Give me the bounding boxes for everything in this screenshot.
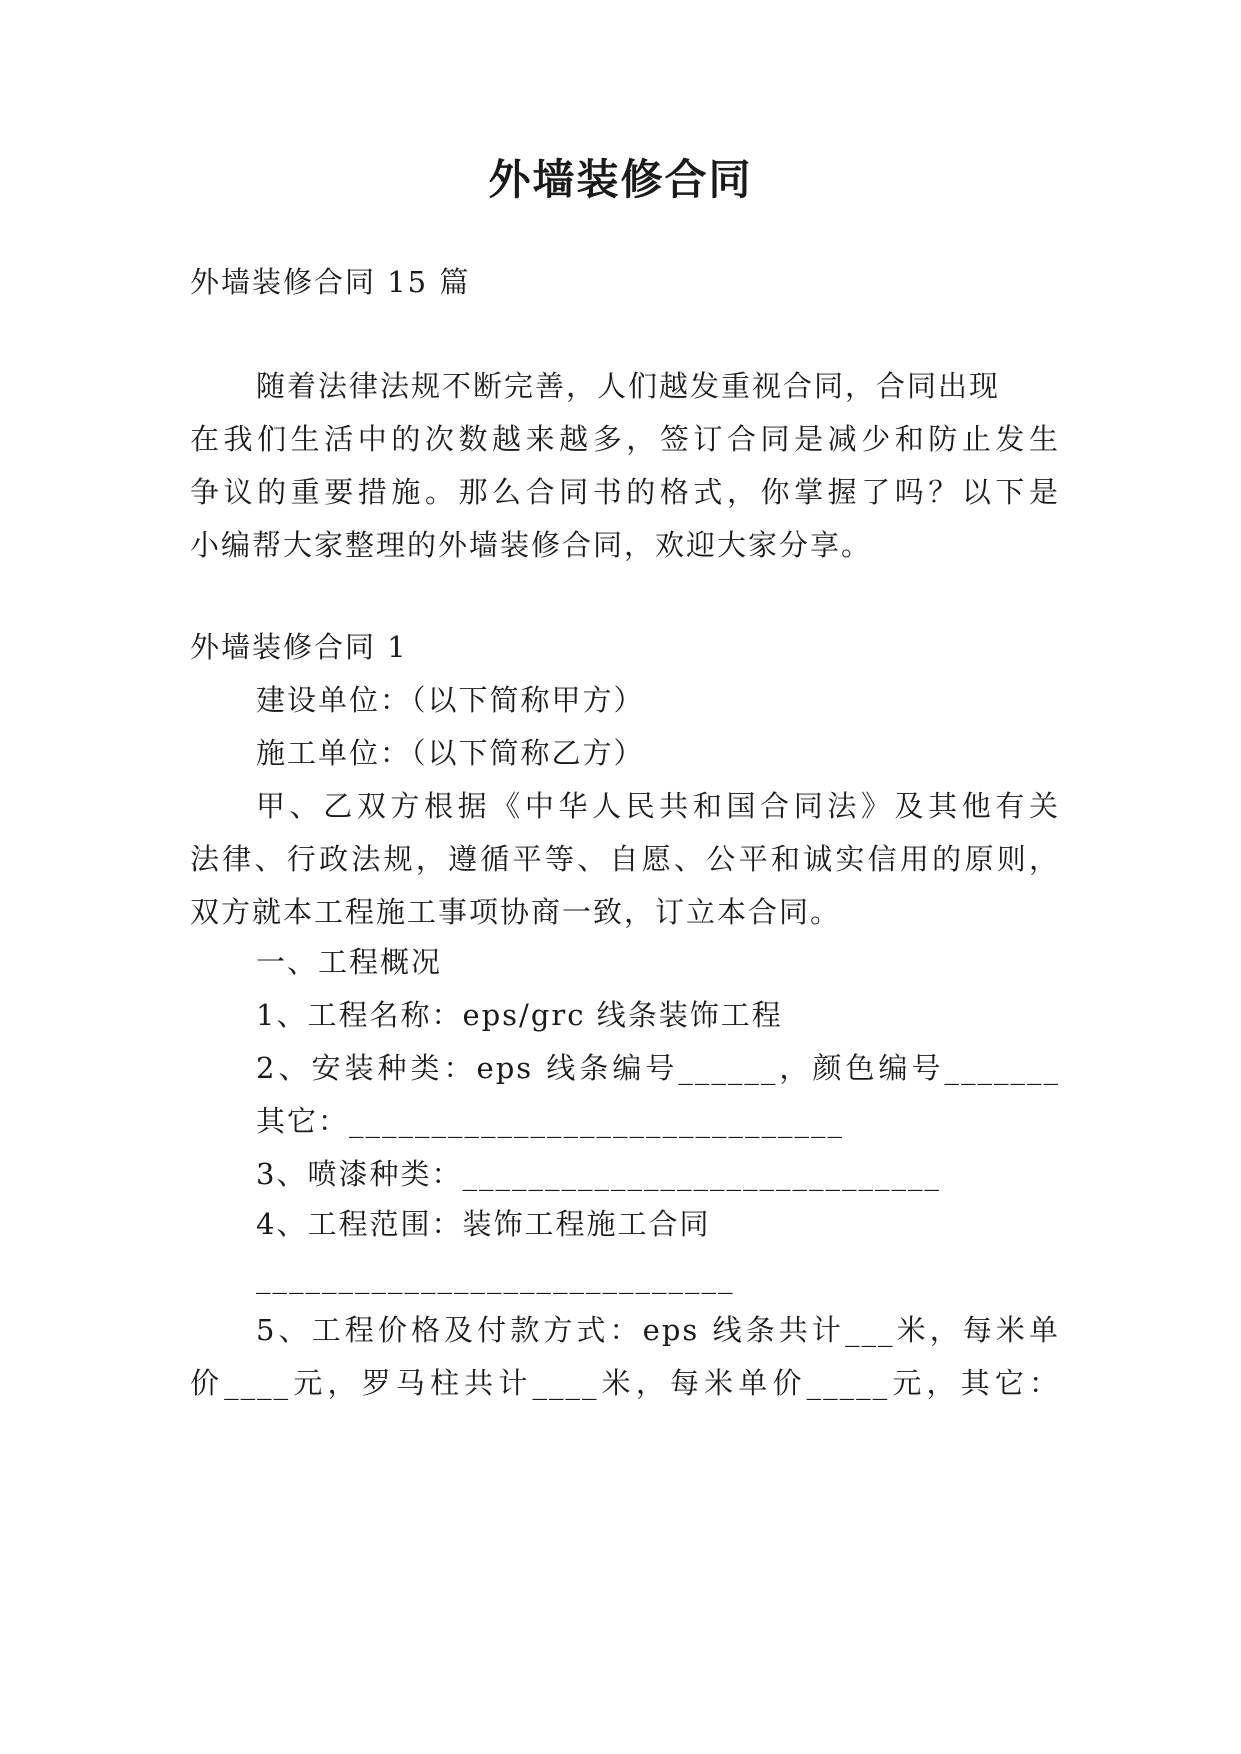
party-a-line: 建设单位：（以下简称甲方） xyxy=(256,683,645,717)
intro-line-2: 在我们生活中的次数越来越多，签订合同是减少和防止发生 xyxy=(190,422,1060,456)
item-4: 4、工程范围：装饰工程施工合同 xyxy=(256,1207,711,1241)
document-title: 外墙装修合同 xyxy=(488,155,753,204)
intro-line-3: 争议的重要措施。那么合同书的格式，你掌握了吗？以下是 xyxy=(190,475,1060,509)
section-heading: 外墙装修合同 1 xyxy=(190,630,408,664)
item-5-line-2: 价____元，罗马柱共计____米，每米单价_____元，其它： xyxy=(190,1366,1060,1400)
intro-line-4: 小编帮大家整理的外墙装修合同，欢迎大家分享。 xyxy=(190,528,873,562)
intro-line-1: 随着法律法规不断完善，人们越发重视合同，合同出现 xyxy=(256,369,1001,403)
item-5-line-1: 5、工程价格及付款方式：eps 线条共计___米，每米单 xyxy=(256,1313,1060,1347)
item-4-blank: _____________________________ xyxy=(256,1260,735,1294)
item-1: 1、工程名称：eps/grc 线条装饰工程 xyxy=(256,998,783,1032)
item-2: 2、安装种类：eps 线条编号______，颜色编号_______ xyxy=(256,1051,1060,1085)
item-3: 3、喷漆种类：_____________________________ xyxy=(256,1157,941,1191)
party-b-line: 施工单位：（以下简称乙方） xyxy=(256,736,645,770)
document-subtitle: 外墙装修合同 15 篇 xyxy=(190,265,471,299)
preamble-line-1: 甲、乙双方根据《中华人民共和国合同法》及其他有关 xyxy=(256,789,1060,823)
item-2-other: 其它：______________________________ xyxy=(256,1104,845,1138)
preamble-line-3: 双方就本工程施工事项协商一致，订立本合同。 xyxy=(190,895,842,929)
preamble-line-2: 法律、行政法规，遵循平等、自愿、公平和诚实信用的原则， xyxy=(190,842,1060,876)
clause-heading: 一、工程概况 xyxy=(256,945,443,979)
